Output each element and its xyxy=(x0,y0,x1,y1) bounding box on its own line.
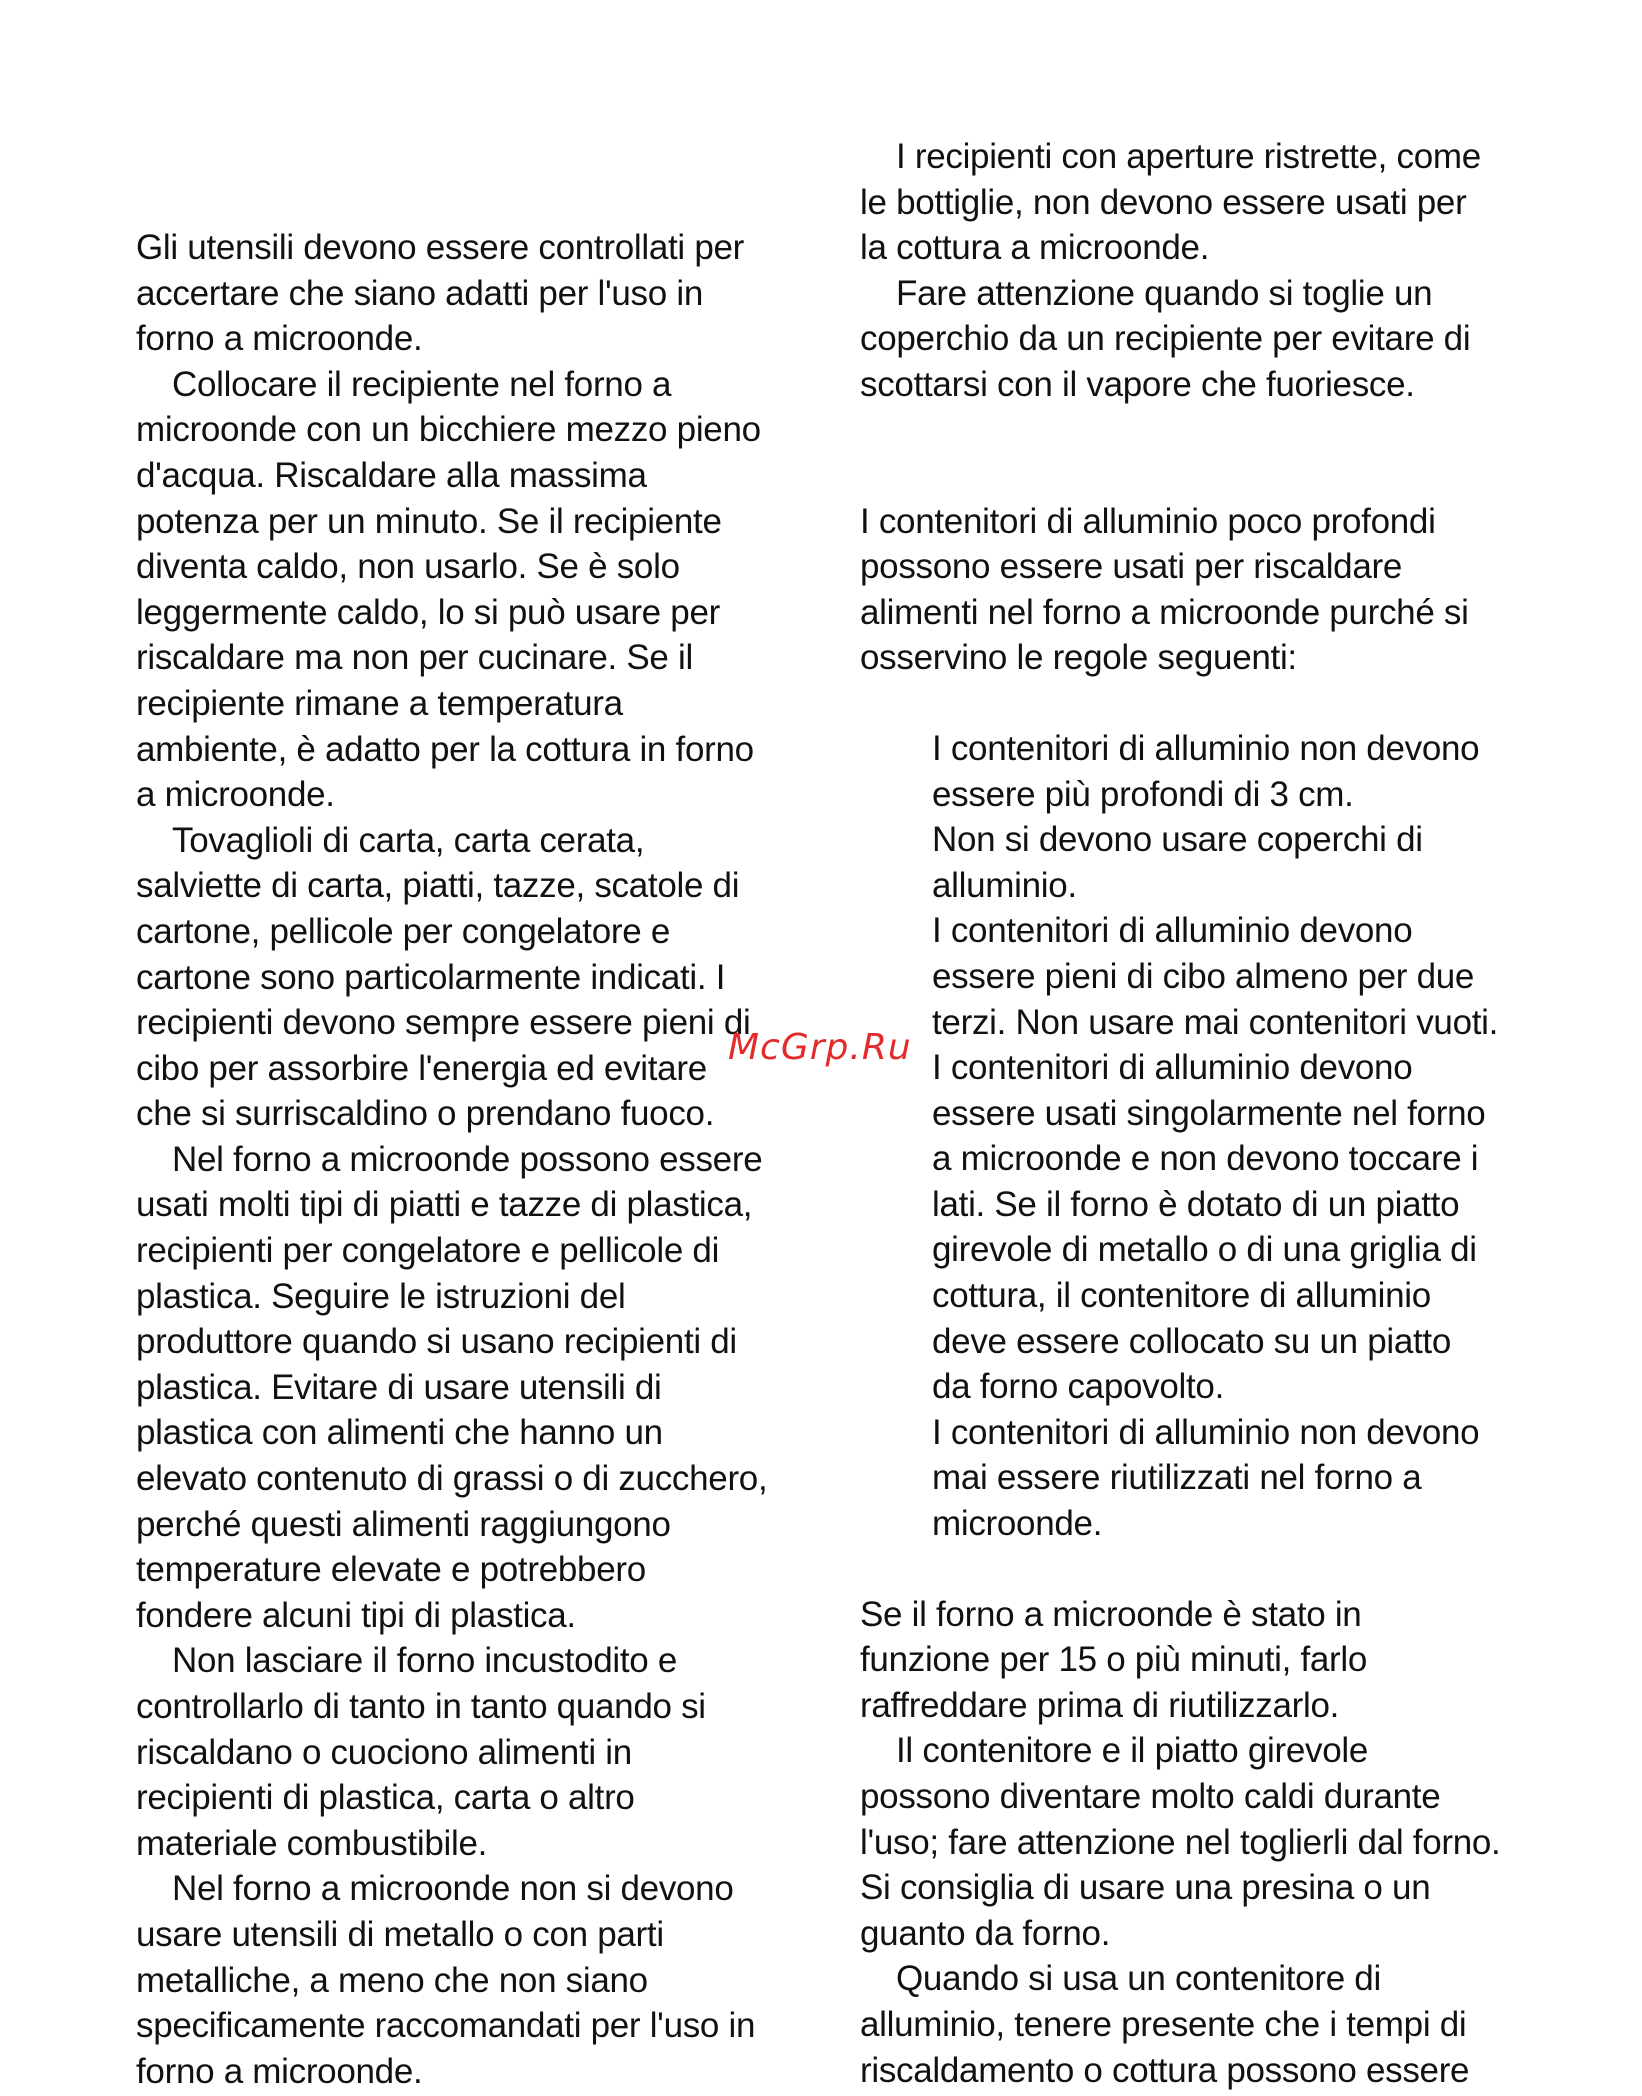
paragraph-aluminium-intro: I contenitori di alluminio poco profondi possono essere usati per riscaldare alimenti nel forno a microonde purché si osservino le regole seguenti: xyxy=(860,501,1469,678)
paragraph-cooldown: Se il forno a microonde è stato in funzione per 15 o più minuti, farlo raffreddare prima di riutilizzarlo. xyxy=(860,1594,1368,1725)
list-spacer xyxy=(860,681,1580,726)
aluminium-rule-item: Non si devono usare coperchi di alluminio. xyxy=(932,820,1423,905)
paragraph-unattended-warning: Non lasciare il forno incustodito e controllarlo di tanto in tanto quando si riscaldano o cuociono alimenti in recipienti di plastica, carta o altro materiale combustibile. xyxy=(136,1641,706,1863)
left-column xyxy=(136,225,836,2094)
paragraph-plastic-items: Nel forno a microonde possono essere usati molti tipi di piatti e tazze di plastica, recipienti per congelatore e pellicole di plastica. Seguire le istruzioni del produttore quando si usano recipienti di plastica. Evitare di usare utensili di plastica con alimenti che hanno un elevato contenuto di grassi o di zucchero, perché questi alimenti raggiungono temperature elevate e potrebbero fondere alcuni tipi di plastica. xyxy=(136,1139,768,1635)
paragraph-paper-items: Tovaglioli di carta, carta cerata, salviette di carta, piatti, tazze, scatole di cartone, pellicole per congelatore e cartone sono particolarmente indicati. I recipienti devono sempre essere pieni di cibo per assorbire l'energia ed evitare che si surriscaldino o prendano fuoco. xyxy=(136,820,751,1134)
paragraph-utensil-check: Gli utensili devono essere controllati per accertare che siano adatti per l'uso in forno a microonde. xyxy=(136,228,745,359)
paragraph-aluminium-timing: Quando si usa un contenitore di alluminio, tenere presente che i tempi di riscaldamento o cottura possono essere xyxy=(860,1959,1470,2090)
aluminium-rules-list xyxy=(860,726,1580,1547)
section-spacer xyxy=(860,408,1580,499)
right-column xyxy=(860,134,1580,2093)
paragraph-lid-steam: Fare attenzione quando si toglie un coperchio da un recipiente per evitare di scottarsi con il vapore che fuoriesce. xyxy=(860,273,1471,404)
paragraph-hot-turntable: Il contenitore e il piatto girevole possono diventare molto caldi durante l'uso; fare attenzione nel toglierli dal forno. Si consiglia di usare una presina o un guanto da forno. xyxy=(860,1731,1501,1953)
aluminium-rule-item: I contenitori di alluminio non devono essere più profondi di 3 cm. xyxy=(932,728,1480,814)
paragraph-narrow-openings: I recipienti con aperture ristrette, come le bottiglie, non devono essere usati per la cottura a microonde. xyxy=(860,137,1481,268)
paragraph-metal-utensils: Nel forno a microonde non si devono usare utensili di metallo o con parti metalliche, a meno che non siano specificamente raccomandati per l'uso in forno a microonde. xyxy=(136,1869,756,2091)
list-end-spacer xyxy=(860,1547,1580,1592)
aluminium-rule-item: I contenitori di alluminio non devono mai essere riutilizzati nel forno a microonde. xyxy=(932,1412,1480,1544)
paragraph-water-test: Collocare il recipiente nel forno a microonde con un bicchiere mezzo pieno d'acqua. Riscaldare alla massima potenza per un minuto. Se il recipiente diventa caldo, non usarlo. Se è solo leggermente caldo, lo si può usare per riscaldare ma non per cucinare. Se il recipiente rimane a temperatura ambiente, è adatto per la cottura in forno a microonde. xyxy=(136,364,761,815)
aluminium-rule-item: I contenitori di alluminio devono essere usati singolarmente nel forno a microonde e non devono toccare i lati. Se il forno è dotato di un piatto girevole di metallo o di una griglia di cottura, il contenitore di alluminio deve essere collocato su un piatto da forno capovolto. xyxy=(932,1048,1486,1407)
watermark-text: McGrp.Ru xyxy=(728,1027,912,1068)
aluminium-rule-item: I contenitori di alluminio devono essere pieni di cibo almeno per due terzi. Non usare mai contenitori vuoti. xyxy=(932,911,1499,1042)
